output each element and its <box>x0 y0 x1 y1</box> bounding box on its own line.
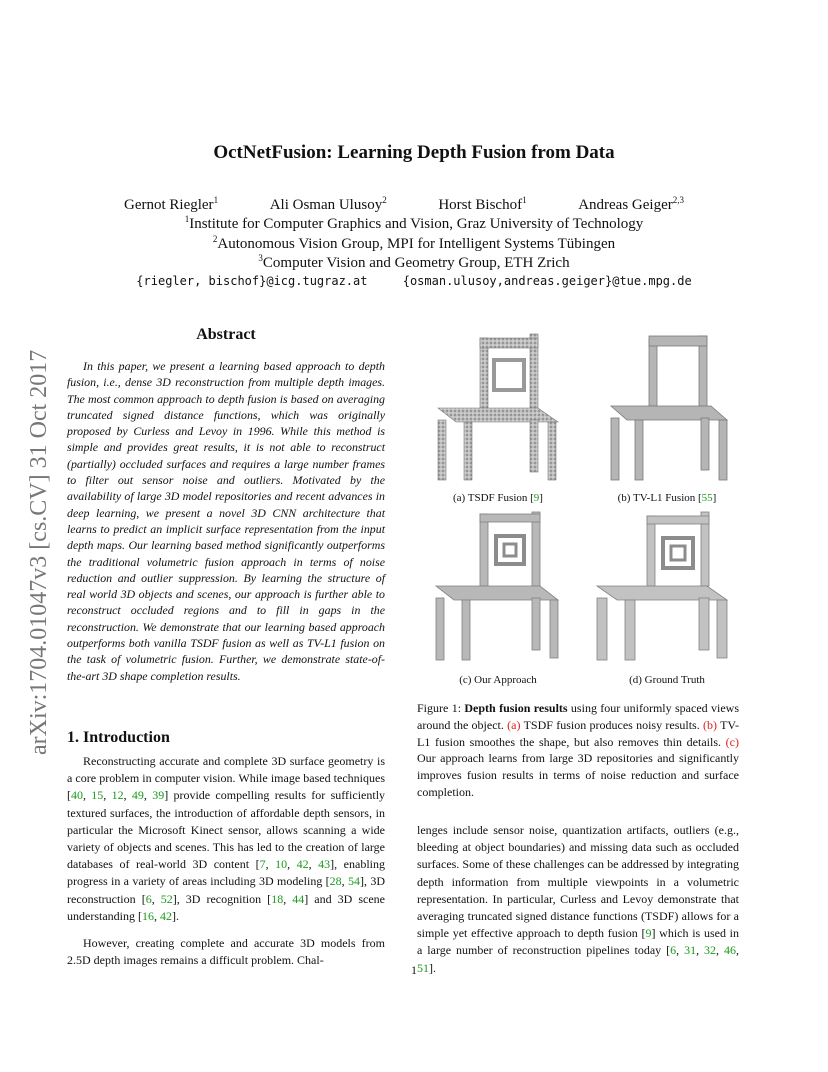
subfigure-ref[interactable]: (b) <box>703 717 718 732</box>
page-number: 1 <box>411 963 417 977</box>
arxiv-side-label: arXiv:1704.01047v3 [cs.CV] 31 Oct 2017 <box>26 349 52 755</box>
citation-link[interactable]: 52 <box>160 891 173 906</box>
citation-link[interactable]: 51 <box>417 960 429 975</box>
citation-link[interactable]: 9 <box>645 926 652 941</box>
subfigure-caption: (b) TV-L1 Fusion [55] <box>617 492 717 504</box>
subfigure-caption: (c) Our Approach <box>459 674 537 686</box>
citation-link[interactable]: 39 <box>152 788 165 803</box>
citation-link[interactable]: 18 <box>271 891 284 906</box>
abstract-text: In this paper, we present a learning based approach to depth fusion, i.e., dense 3D reconstruction from multiple depth images. The most common approach to depth fusion is based on averaging truncated signed distance functions, which was originally proposed by Curless and Levoy in 1996. While this method is simple and provides great results, it is not able to reconstruct (partially) occluded surfaces and requires a large number frames to filter out sensor noise and outliers. Motivated by the availability of large 3D model repositories and recent advances in deep learning, we present a novel 3D CNN architecture that learns to predict an implicit surface representation from the input depth maps. Our learning based method significantly outperforms the traditional volumetric fusion approach in terms of noise reduction and outlier suppression. By learning the structure of real world 3D objects and scenes, our approach is further able to reconstruct occluded regions and to fill in gaps in the reconstruction. We demonstrate that our learning based approach outperforms both vanilla TSDF fusion as well as TV-L1 fusion on the task of volumetric fusion. Further, we demonstrate state-of-the-art 3D shape completion results. <box>67 359 385 683</box>
citation-link[interactable]: 49 <box>131 788 144 803</box>
section-heading: 1. Introduction <box>67 729 170 746</box>
citation-link[interactable]: 16 <box>141 908 154 923</box>
subfigure-ref[interactable]: (a) <box>507 717 521 732</box>
citation-link[interactable]: 10 <box>275 857 288 872</box>
citation-link[interactable]: 31 <box>684 943 697 958</box>
citation-link[interactable]: 44 <box>292 891 305 906</box>
email-line <box>0 274 828 288</box>
citation-link[interactable]: 32 <box>704 943 717 958</box>
affiliation: $^2$Autonomous Vision Group, MPI for Intelligent Systems Tübingen <box>212 234 616 252</box>
citation-link[interactable]: 46 <box>724 943 737 958</box>
citation-link[interactable]: 43 <box>318 857 331 872</box>
subfigure-caption: (a) TSDF Fusion [9] <box>453 492 543 504</box>
author: Ali Osman Ulusoy$^2$ <box>269 195 387 213</box>
author-list <box>124 195 684 214</box>
affiliation: $^3$Computer Vision and Geometry Group, ETH Zrich <box>258 253 570 271</box>
author: Andreas Geiger$^{2,3}$ <box>578 195 684 213</box>
affiliation: $^1$Institute for Computer Graphics and Vision, Graz University of Technology <box>184 214 644 232</box>
intro-paragraph: However, creating complete and accurate 3D models from 2.5D depth images remains a difficult problem. Chal- <box>67 936 385 968</box>
author: Horst Bischof$^1$ <box>438 195 527 213</box>
paper-title: OctNetFusion: Learning Depth Fusion from Data <box>213 142 615 163</box>
subfigure-ref[interactable]: (c) <box>725 734 739 749</box>
citation-link[interactable]: 9 <box>533 492 540 504</box>
email: {osman.ulusoy,andreas.geiger}@tue.mpg.de <box>402 274 692 288</box>
author: Gernot Riegler$^1$ <box>124 195 219 213</box>
intro-paragraph: lenges include sensor noise, quantization artifacts, outliers (e.g., bleeding at object boundaries) and missing data such as occluded surfaces. Some of these challenges can be addressed by integrating depth information from multiple viewpoints in a volumetric representation. In particular, Curless and Levoy demonstrate that averaging truncated signed distance functions (TSDF) allows for a simple yet effective approach to depth fusion [9] which is used in a large number of reconstruction pipelines today [6, 31, 32, 46, 51]. <box>417 823 740 975</box>
citation-link[interactable]: 28 <box>329 874 342 889</box>
citation-link[interactable]: 12 <box>111 788 124 803</box>
figure-image-tsdf <box>418 330 578 490</box>
figure-image-ours <box>418 510 578 670</box>
citation-link[interactable]: 7 <box>259 857 266 872</box>
citation-link[interactable]: 54 <box>348 874 360 889</box>
citation-link[interactable]: 42 <box>296 857 309 872</box>
citation-link[interactable]: 42 <box>159 908 172 923</box>
abstract-heading: Abstract <box>196 326 256 343</box>
intro-paragraph: Reconstructing accurate and complete 3D surface geometry is a core problem in computer vision. While image based techniques [40, 15, 12, 49, 39] provide compelling results for sufficiently textured surfaces, the introduction of affordable depth sensors, in particular the Microsoft Kinect sensor, allows scanning a wide variety of objects and scenes. This has led to the creation of large databases of real-world 3D content [7, 10, 42, 43], enabling progress in a variety of areas including 3D modeling [28, 54], 3D reconstruction [6, 52], 3D recognition [18, 44] and 3D scene understanding [16, 42]. <box>67 754 386 923</box>
citation-link[interactable]: 6 <box>145 891 152 906</box>
email: {riegler, bischof}@icg.tugraz.at <box>136 274 368 288</box>
figure-image-tvl1 <box>587 330 747 490</box>
citation-link[interactable]: 55 <box>701 492 713 504</box>
figure-image-ground-truth <box>587 510 747 670</box>
citation-link[interactable]: 15 <box>91 788 104 803</box>
citation-link[interactable]: 40 <box>71 788 83 803</box>
citation-link[interactable]: 6 <box>670 943 677 958</box>
subfigure-caption: (d) Ground Truth <box>629 674 705 686</box>
figure-caption: Figure 1: Depth fusion results using four uniformly spaced views around the object. (a) TSDF fusion produces noisy results. (b) TV-L1 fusion smoothes the shape, but also removes thin details. (c) Our approach learns from large 3D repositories and significantly improves fusion results in terms of noise reduction and surface completion. <box>417 701 740 799</box>
